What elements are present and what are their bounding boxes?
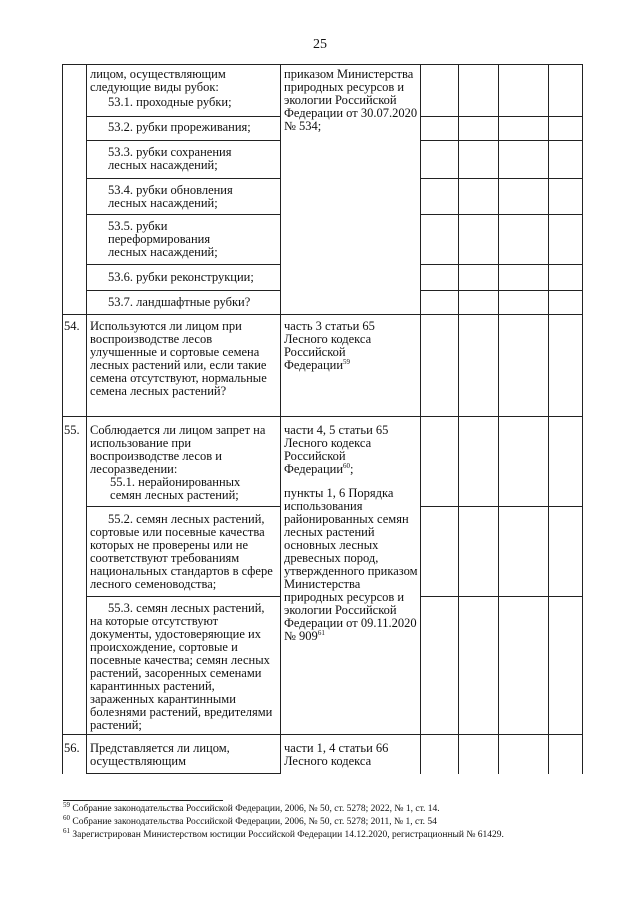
footnote-ref-61[interactable]: 61 xyxy=(317,628,325,637)
row-53-item-5: 53.5. рубки переформирования лесных насаждений; xyxy=(108,219,218,259)
row-54-question: Используются ли лицом при воспроизводстве лесов улучшенные и сортовые семена лесных растений или, если такие семена отсутствуют, нормальные семена лесных растений? xyxy=(90,319,267,398)
row-54-number: 54. xyxy=(64,319,80,333)
row-53-item-4: 53.4. рубки обновления лесных насаждений; xyxy=(108,183,233,210)
row-56-legal-basis: части 1, 4 статьи 66 Лесного кодекса xyxy=(284,741,389,768)
row-55-number: 55. xyxy=(64,423,80,437)
row-53-item-6: 53.6. рубки реконструкции; xyxy=(108,270,254,284)
row-55-legal-basis-1: части 4, 5 статьи 65 Лесного кодекса Российской Федерации$^{60}$; xyxy=(284,423,389,476)
row-55-legal-basis-2: пункты 1, 6 Порядка использования районированных семян лесных растений основных лесных древесных пород, утвержденного приказом Министерства природных ресурсов и экологии Российской Федерации от 09.11.2020 № $909^{61}$ xyxy=(284,486,418,643)
row-53-item-3: 53.3. рубки сохранения лесных насаждений; xyxy=(108,145,232,172)
row-55-item-3: 55.3. семян лесных растений, на которые отсутствуют документы, удостоверяющие их происхождение, сортовые и посевные качества; семян лесных растений, засоренных семенами карантинных растений, зараженных карантинными болезнями растений, вредителями растений; xyxy=(90,601,273,732)
footnote-ref-60[interactable]: 60 xyxy=(343,461,351,470)
row-54-legal-basis: часть 3 статьи 65 Лесного кодекса Российской Федерации$^{59}$ xyxy=(284,319,375,372)
row-56-number: 56. xyxy=(64,741,80,755)
footnote-separator xyxy=(63,800,223,801)
row-53-item-2: 53.2. рубки прореживания; xyxy=(108,120,251,134)
footnote-60: $^{60}$ Собрание законодательства Российской Федерации, 2006, № 50, ст. 5278; 2011, № 1, ст. 54 xyxy=(63,813,437,827)
page-number: 25 xyxy=(313,37,327,52)
row-53-item-7: 53.7. ландшафтные рубки? xyxy=(108,295,251,309)
row-53-legal-basis: приказом Министерства природных ресурсов и экологии Российской Федерации от 30.07.2020 № 534; xyxy=(284,67,418,133)
footnote-59: $^{59}$ Собрание законодательства Российской Федерации, 2006, № 50, ст. 5278; 2022, № 1, ст. 14. xyxy=(63,800,440,814)
row-53-question-intro: лицом, осуществляющим следующие виды рубок: xyxy=(90,67,226,94)
footnote-61: $^{61}$ Зарегистрирован Министерством юстиции Российской Федерации 14.12.2020, регистрационный № 61429. xyxy=(63,826,504,840)
row-56-question: Представляется ли лицом, осуществляющим xyxy=(90,741,230,768)
row-55-item-2: 55.2. семян лесных растений, сортовые или посевные качества которых не проверены или не соответствуют требованиям национальных стандартов в сфере лесного семеноводства; xyxy=(90,512,273,591)
row-55-question: Соблюдается ли лицом запрет на использование при воспроизводстве лесов и лесоразведении: xyxy=(90,423,266,476)
row-53-item-1: 53.1. проходные рубки; xyxy=(108,95,232,109)
footnote-ref-59[interactable]: 59 xyxy=(343,357,351,366)
row-55-item-1: 55.1. нерайонированных семян лесных растений; xyxy=(110,475,241,502)
